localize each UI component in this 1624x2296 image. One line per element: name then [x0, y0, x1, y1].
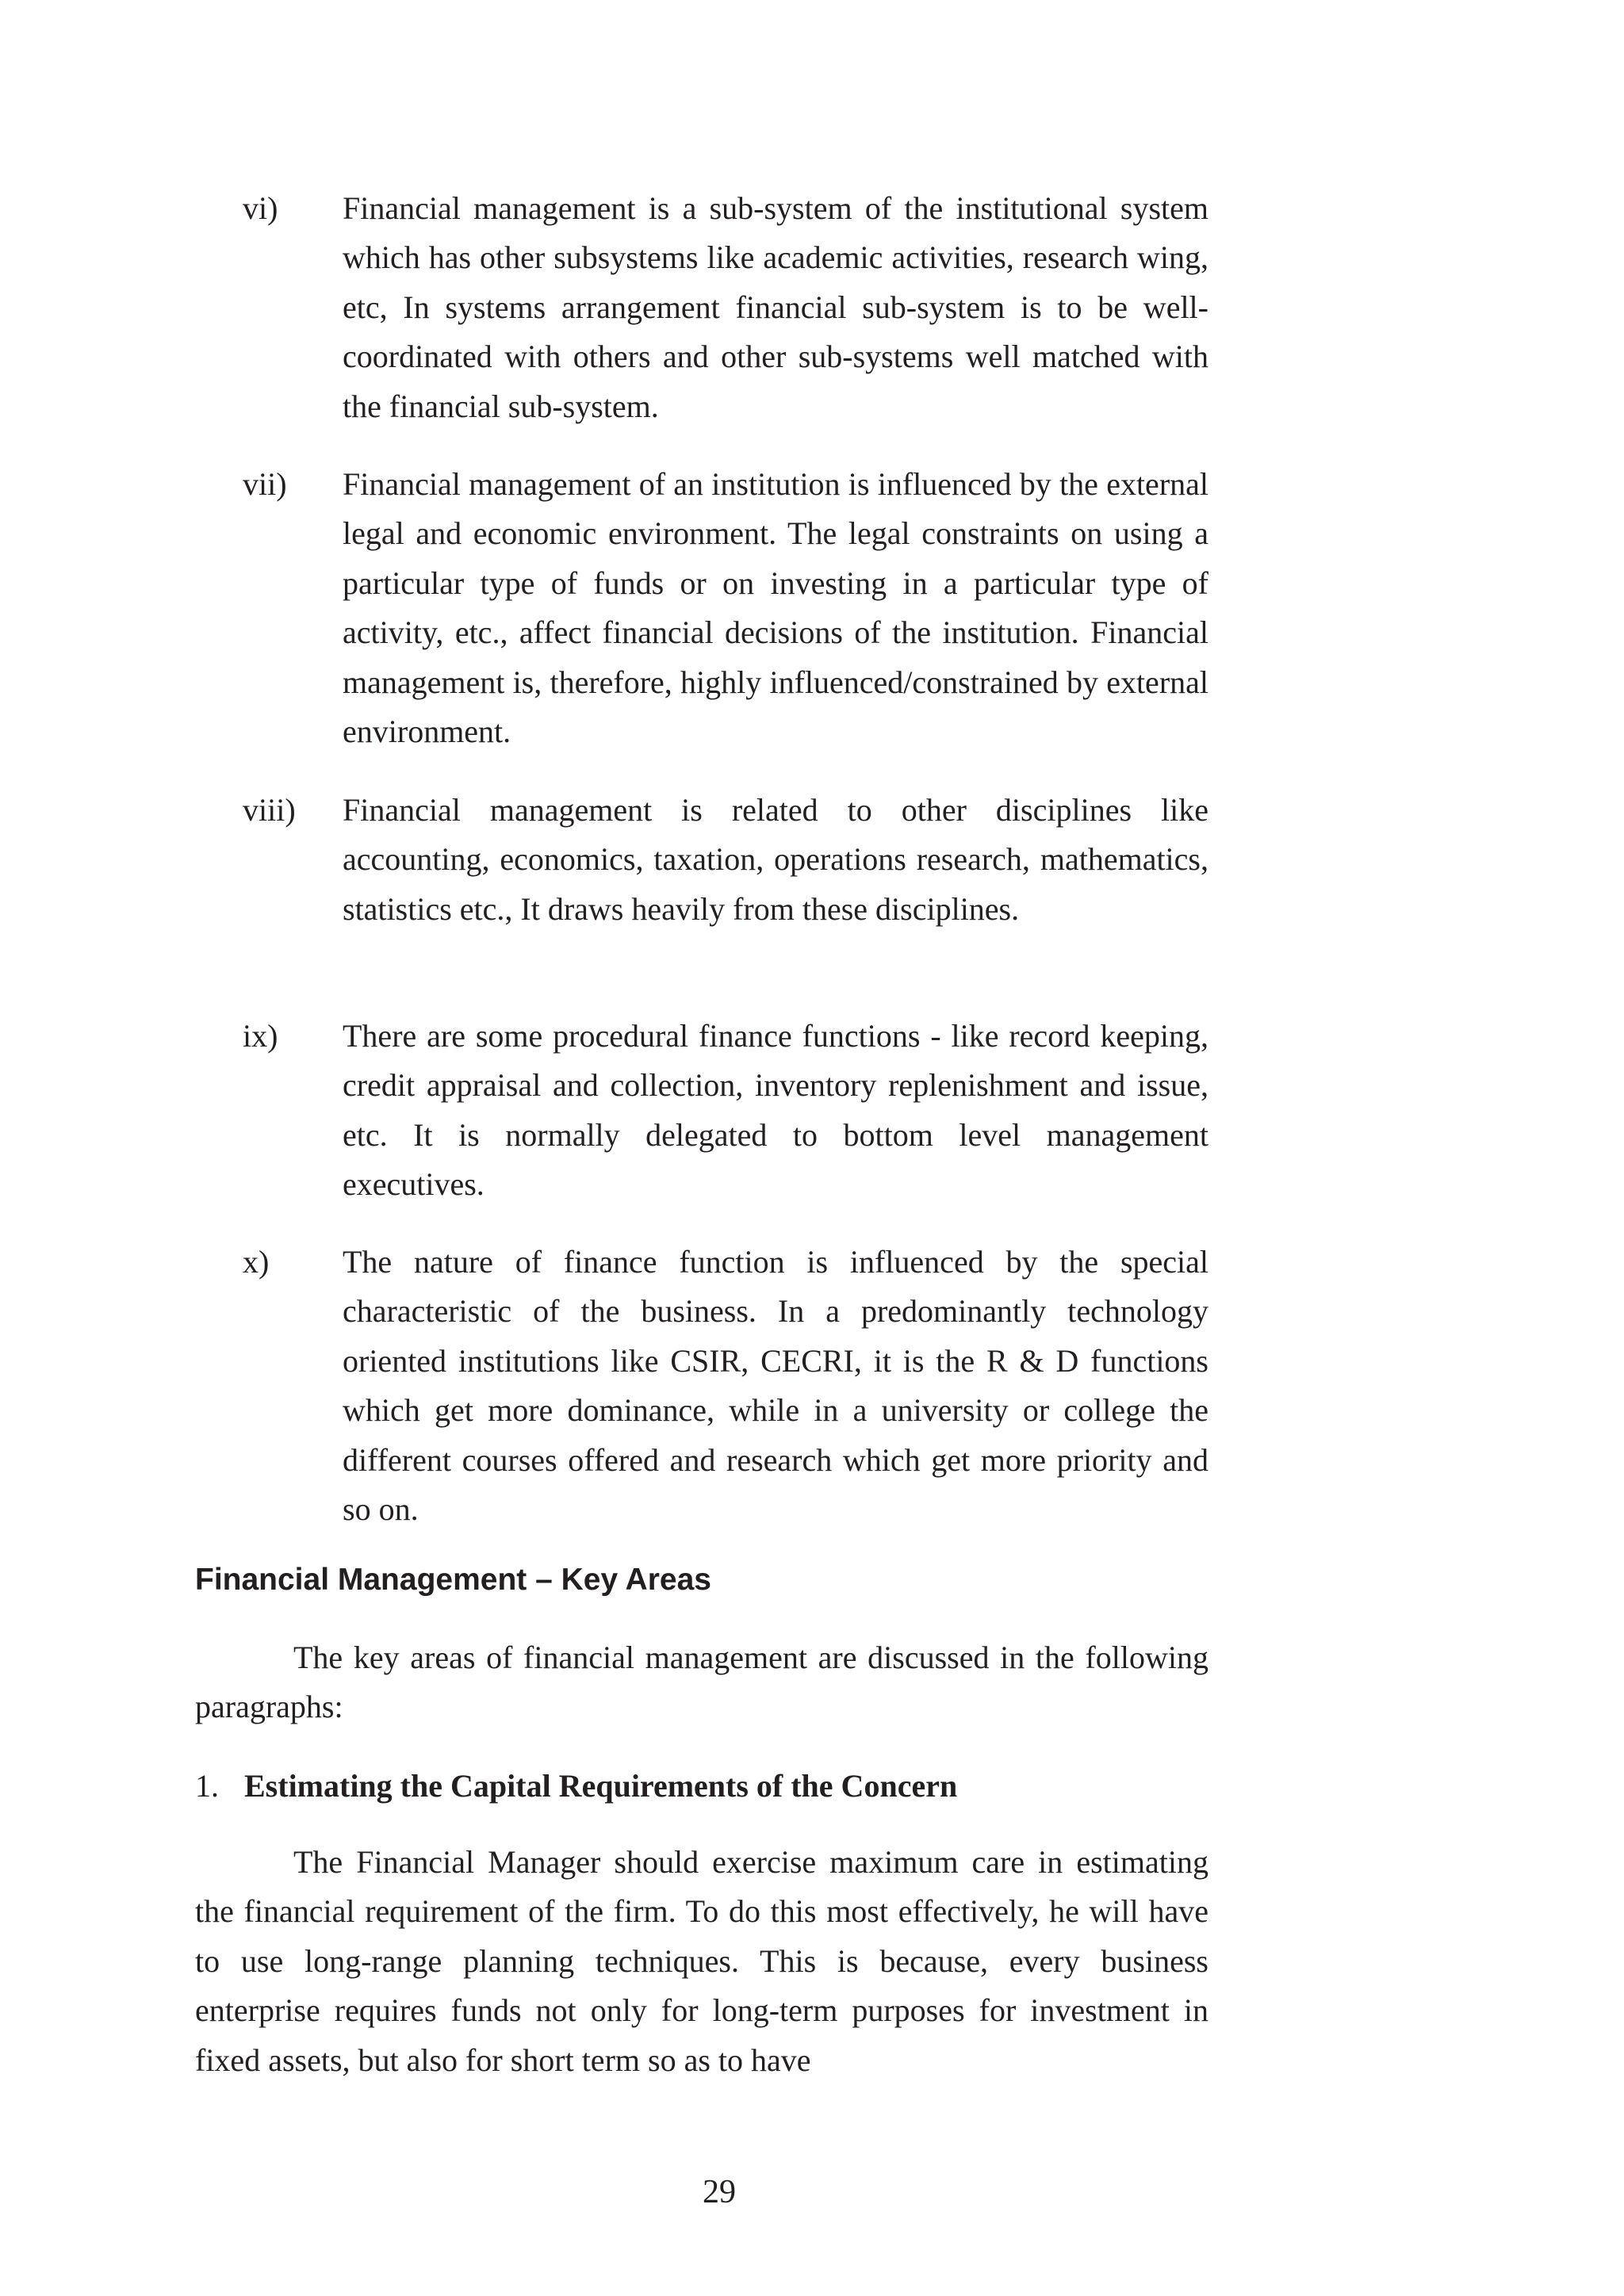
list-marker: ix): [243, 1018, 278, 1054]
page-number: 29: [703, 2174, 736, 2210]
body-paragraph: The Financial Manager should exercise maximum care in estimating the financial requirement of the firm. To do this most effectively, he will have to use long-range planning techniques. This is because, every business enterprise requires funds not only for long-term purposes for investment in fixed assets, but also for short term so as to have: [195, 1844, 1208, 2078]
list-item-vi: [195, 184, 1208, 431]
list-item-viii: [195, 786, 1208, 934]
list-text: Financial management is related to other disciplines like accounting, economics, taxation, operations research, mathematics, statistics etc., It draws heavily from these disciplines.: [343, 792, 1208, 927]
list-item-ix: [195, 1012, 1208, 1210]
list-marker: viii): [243, 792, 296, 828]
list-marker: x): [243, 1244, 270, 1280]
list-text: The nature of finance function is influenced by the special characteristic of the business. In a predominantly technology oriented institutions like CSIR, CECRI, it is the R & D functions which get more dominance, while in a university or college the different courses offered and research which get more priority and so on.: [343, 1244, 1208, 1528]
intro-paragraph: The key areas of financial management are discussed in the following paragraphs:: [195, 1640, 1208, 1725]
list-text: Financial management of an institution is influenced by the external legal and economic environment. The legal constraints on using a particular type of funds or on investing in a particular type of activity, etc., affect financial decisions of the institution. Financial management is, therefore, highly influenced/constrained by external environment.: [343, 466, 1208, 750]
subsection-title: Estimating the Capital Requirements of the Concern: [244, 1768, 958, 1804]
subsection-heading: [195, 1762, 957, 1811]
section-heading: Financial Management – Key Areas: [195, 1563, 711, 1597]
list-text: There are some procedural finance functions - like record keeping, credit appraisal and collection, inventory replenishment and issue, etc. It is normally delegated to bottom level management executives.: [343, 1018, 1208, 1203]
list-text: Financial management is a sub-system of the institutional system which has other subsystems like academic activities, research wing, etc, In systems arrangement financial sub-system is to be well-coordinated with others and other sub-systems well matched with the financial sub-system.: [343, 190, 1208, 424]
list-marker: vii): [243, 466, 287, 502]
list-item-vii: [195, 460, 1208, 756]
list-item-x: [195, 1238, 1208, 1534]
subsection-number: 1.: [195, 1768, 219, 1804]
list-marker: vi): [243, 190, 278, 226]
